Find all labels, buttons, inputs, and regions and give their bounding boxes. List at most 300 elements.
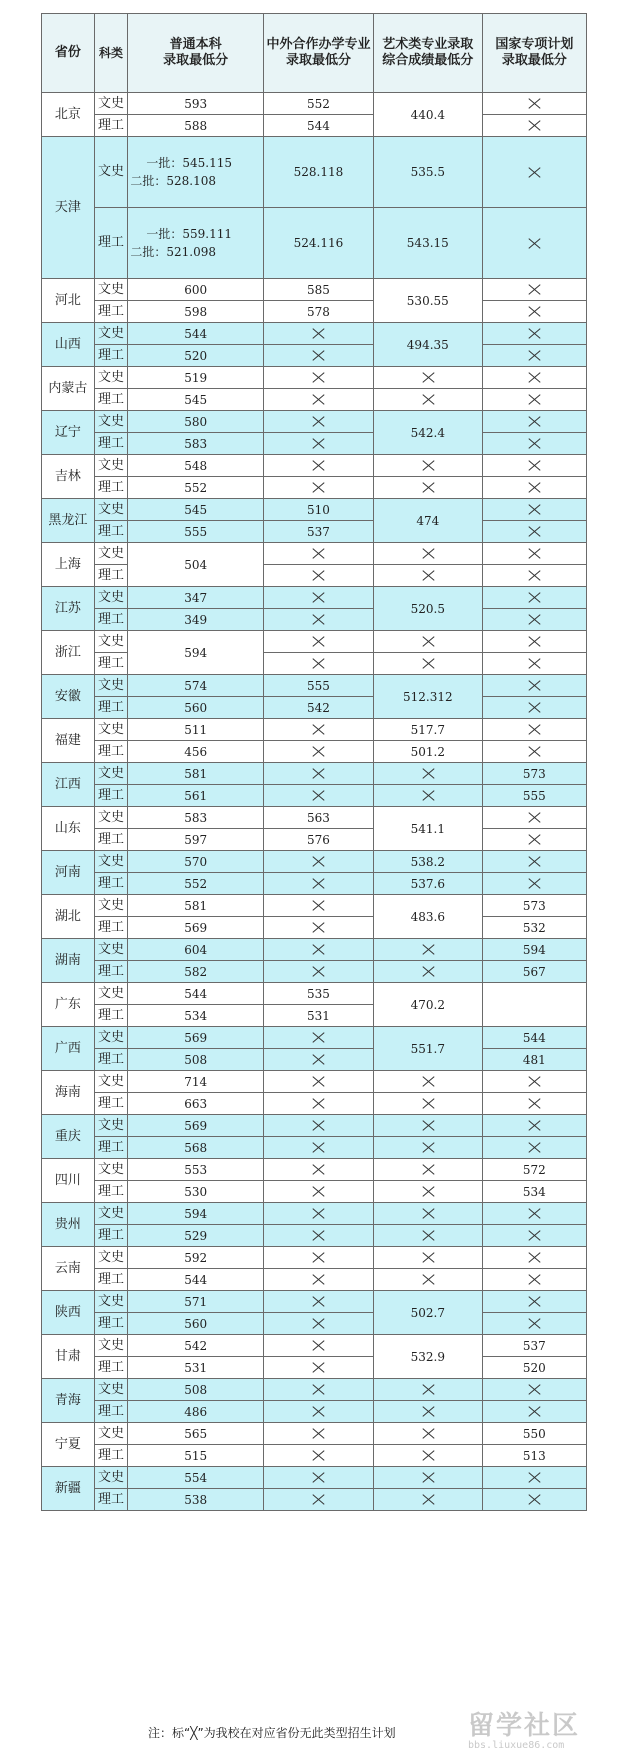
national-score-cell: 573 bbox=[482, 763, 586, 785]
not-offered-mark-icon bbox=[311, 1362, 325, 1374]
not-offered-mark-icon bbox=[311, 328, 325, 340]
not-offered-mark-icon bbox=[527, 167, 541, 179]
province-cell: 内蒙古 bbox=[42, 367, 95, 411]
national-score-cell bbox=[482, 631, 586, 653]
coop-score-cell: 524.116 bbox=[264, 208, 374, 279]
table-row bbox=[42, 1203, 587, 1225]
table-row bbox=[42, 455, 587, 477]
national-score-cell bbox=[482, 873, 586, 895]
not-offered-mark-icon bbox=[527, 1208, 541, 1220]
table-row bbox=[42, 763, 587, 785]
category-cell: 文史 bbox=[94, 719, 128, 741]
not-offered-mark-icon bbox=[527, 238, 541, 250]
regular-score-cell: 593 bbox=[128, 93, 264, 115]
not-offered-mark-icon bbox=[421, 944, 435, 956]
regular-score-cell: 560 bbox=[128, 697, 264, 719]
not-offered-mark-icon bbox=[311, 438, 325, 450]
not-offered-mark-icon bbox=[311, 768, 325, 780]
not-offered-mark-icon bbox=[421, 372, 435, 384]
art-score-cell: 530.55 bbox=[373, 279, 482, 323]
not-offered-mark-icon bbox=[527, 98, 541, 110]
regular-score-cell: 568 bbox=[128, 1137, 264, 1159]
not-offered-mark-icon bbox=[527, 1252, 541, 1264]
regular-score-cell: 571 bbox=[128, 1291, 264, 1313]
first-batch-score: 559.111 bbox=[182, 227, 232, 241]
category-cell: 文史 bbox=[94, 1291, 128, 1313]
national-score-cell bbox=[482, 609, 586, 631]
national-score-cell bbox=[482, 829, 586, 851]
national-score-cell bbox=[482, 1115, 586, 1137]
not-offered-mark-icon bbox=[421, 570, 435, 582]
not-offered-mark-icon bbox=[421, 1208, 435, 1220]
province-cell: 浙江 bbox=[42, 631, 95, 675]
table-row bbox=[42, 1335, 587, 1357]
art-score-cell bbox=[373, 543, 482, 565]
regular-score-cell: 663 bbox=[128, 1093, 264, 1115]
art-score-cell bbox=[373, 785, 482, 807]
regular-score-cell: 544 bbox=[128, 983, 264, 1005]
table-row bbox=[42, 851, 587, 873]
not-offered-mark-icon bbox=[311, 1384, 325, 1396]
national-score-cell bbox=[482, 653, 586, 675]
not-offered-mark-icon bbox=[311, 1076, 325, 1088]
national-score-cell: 520 bbox=[482, 1357, 586, 1379]
coop-score-cell bbox=[264, 565, 374, 587]
category-cell: 理工 bbox=[94, 115, 128, 137]
art-score-cell: 494.35 bbox=[373, 323, 482, 367]
not-offered-mark-icon bbox=[421, 1142, 435, 1154]
coop-score-cell bbox=[264, 1489, 374, 1511]
table-row bbox=[42, 961, 587, 983]
table-row bbox=[42, 1313, 587, 1335]
not-offered-mark-icon bbox=[527, 746, 541, 758]
table-body bbox=[42, 14, 587, 1511]
not-offered-mark-icon bbox=[421, 790, 435, 802]
regular-score-cell: 520 bbox=[128, 345, 264, 367]
national-score-cell: 567 bbox=[482, 961, 586, 983]
coop-score-cell bbox=[264, 345, 374, 367]
table-row bbox=[42, 609, 587, 631]
national-score-cell bbox=[482, 1203, 586, 1225]
coop-score-cell bbox=[264, 895, 374, 917]
category-cell: 理工 bbox=[94, 785, 128, 807]
national-score-cell bbox=[482, 208, 586, 279]
category-cell: 文史 bbox=[94, 1247, 128, 1269]
art-score-cell bbox=[373, 1467, 482, 1489]
first-batch-label: 一批： bbox=[146, 227, 183, 241]
not-offered-mark-icon bbox=[421, 658, 435, 670]
art-score-cell bbox=[373, 1071, 482, 1093]
not-offered-mark-icon bbox=[527, 1494, 541, 1506]
not-offered-mark-icon bbox=[527, 482, 541, 494]
province-cell: 上海 bbox=[42, 543, 95, 587]
table-row bbox=[42, 1489, 587, 1511]
coop-score-cell bbox=[264, 477, 374, 499]
province-cell: 福建 bbox=[42, 719, 95, 763]
not-offered-mark-icon bbox=[527, 548, 541, 560]
coop-score-cell bbox=[264, 741, 374, 763]
province-cell: 四川 bbox=[42, 1159, 95, 1203]
province-cell: 新疆 bbox=[42, 1467, 95, 1511]
category-cell: 理工 bbox=[94, 521, 128, 543]
header-regular: 普通本科 录取最低分 bbox=[128, 14, 264, 93]
not-offered-mark-icon bbox=[421, 636, 435, 648]
category-cell: 文史 bbox=[94, 455, 128, 477]
category-cell: 文史 bbox=[94, 93, 128, 115]
province-cell: 江西 bbox=[42, 763, 95, 807]
table-row bbox=[42, 1423, 587, 1445]
coop-score-cell bbox=[264, 1401, 374, 1423]
not-offered-mark-icon bbox=[311, 592, 325, 604]
regular-score-cell: 515 bbox=[128, 1445, 264, 1467]
not-offered-mark-icon bbox=[527, 878, 541, 890]
coop-score-cell bbox=[264, 411, 374, 433]
coop-score-cell: 552 bbox=[264, 93, 374, 115]
art-score-cell bbox=[373, 389, 482, 411]
regular-score-cell: 581 bbox=[128, 895, 264, 917]
table-row bbox=[42, 1291, 587, 1313]
art-score-cell: 543.15 bbox=[373, 208, 482, 279]
not-offered-mark-icon bbox=[421, 482, 435, 494]
coop-score-cell: 555 bbox=[264, 675, 374, 697]
national-score-cell bbox=[482, 565, 586, 587]
not-offered-mark-icon bbox=[421, 1120, 435, 1132]
not-offered-mark-icon bbox=[527, 328, 541, 340]
table-row bbox=[42, 323, 587, 345]
admission-score-table-container bbox=[41, 13, 587, 1511]
province-cell: 天津 bbox=[42, 137, 95, 279]
coop-score-cell: 528.118 bbox=[264, 137, 374, 208]
art-score-cell: 538.2 bbox=[373, 851, 482, 873]
not-offered-mark-icon bbox=[311, 724, 325, 736]
regular-score-cell: 574 bbox=[128, 675, 264, 697]
category-cell: 理工 bbox=[94, 565, 128, 587]
regular-score-cell: 530 bbox=[128, 1181, 264, 1203]
not-offered-mark-icon bbox=[421, 1186, 435, 1198]
table-row bbox=[42, 389, 587, 411]
art-score-cell bbox=[373, 455, 482, 477]
not-offered-mark-icon bbox=[311, 922, 325, 934]
art-score-cell bbox=[373, 939, 482, 961]
national-score-cell bbox=[482, 301, 586, 323]
category-cell: 文史 bbox=[94, 983, 128, 1005]
not-offered-mark-icon bbox=[311, 1142, 325, 1154]
first-batch-label: 一批： bbox=[146, 156, 183, 170]
not-offered-mark-icon bbox=[527, 394, 541, 406]
national-score-cell bbox=[482, 1401, 586, 1423]
regular-score-cell: 529 bbox=[128, 1225, 264, 1247]
category-cell: 文史 bbox=[94, 1159, 128, 1181]
national-score-cell: 537 bbox=[482, 1335, 586, 1357]
coop-score-cell bbox=[264, 1027, 374, 1049]
not-offered-mark-icon bbox=[311, 1230, 325, 1242]
second-batch-label: 二批： bbox=[130, 245, 167, 259]
not-offered-mark-icon bbox=[311, 1296, 325, 1308]
second-batch-line bbox=[128, 243, 263, 261]
not-offered-mark-icon bbox=[421, 1230, 435, 1242]
not-offered-mark-icon bbox=[527, 372, 541, 384]
art-score-cell bbox=[373, 1225, 482, 1247]
table-row bbox=[42, 301, 587, 323]
category-cell: 理工 bbox=[94, 1181, 128, 1203]
not-offered-mark-icon bbox=[311, 460, 325, 472]
category-cell: 文史 bbox=[94, 587, 128, 609]
national-score-cell bbox=[482, 1137, 586, 1159]
not-offered-mark-icon bbox=[311, 1472, 325, 1484]
province-cell: 安徽 bbox=[42, 675, 95, 719]
national-score-cell bbox=[482, 1379, 586, 1401]
not-offered-mark-icon bbox=[311, 372, 325, 384]
not-offered-mark-icon bbox=[527, 834, 541, 846]
regular-score-cell: 569 bbox=[128, 1027, 264, 1049]
category-cell: 理工 bbox=[94, 1313, 128, 1335]
national-score-cell: 481 bbox=[482, 1049, 586, 1071]
not-offered-mark-icon bbox=[527, 284, 541, 296]
not-offered-mark-icon bbox=[527, 1120, 541, 1132]
not-offered-mark-icon bbox=[421, 1274, 435, 1286]
category-cell: 文史 bbox=[94, 1379, 128, 1401]
national-score-cell bbox=[482, 807, 586, 829]
province-cell: 湖北 bbox=[42, 895, 95, 939]
not-offered-mark-icon bbox=[311, 1494, 325, 1506]
watermark-title: 留学社区 bbox=[468, 1711, 581, 1741]
national-score-cell bbox=[482, 279, 586, 301]
category-cell: 文史 bbox=[94, 1071, 128, 1093]
national-score-cell: 513 bbox=[482, 1445, 586, 1467]
regular-score-cell: 486 bbox=[128, 1401, 264, 1423]
province-cell: 山西 bbox=[42, 323, 95, 367]
category-cell: 文史 bbox=[94, 939, 128, 961]
art-score-cell: 470.2 bbox=[373, 983, 482, 1027]
not-offered-mark-icon bbox=[527, 306, 541, 318]
category-cell: 理工 bbox=[94, 1005, 128, 1027]
first-batch-score: 545.115 bbox=[182, 156, 232, 170]
coop-score-cell: 510 bbox=[264, 499, 374, 521]
coop-score-cell bbox=[264, 1445, 374, 1467]
coop-score-cell bbox=[264, 1269, 374, 1291]
not-offered-mark-icon bbox=[421, 1472, 435, 1484]
category-cell: 文史 bbox=[94, 323, 128, 345]
coop-score-cell bbox=[264, 1313, 374, 1335]
not-offered-mark-icon bbox=[311, 1450, 325, 1462]
coop-score-cell bbox=[264, 653, 374, 675]
regular-score-cell: 552 bbox=[128, 873, 264, 895]
category-cell: 理工 bbox=[94, 1225, 128, 1247]
table-row bbox=[42, 367, 587, 389]
category-cell: 理工 bbox=[94, 345, 128, 367]
coop-score-cell bbox=[264, 631, 374, 653]
not-offered-mark-icon bbox=[421, 1384, 435, 1396]
not-offered-mark-icon bbox=[311, 1164, 325, 1176]
regular-score-cell: 504 bbox=[128, 543, 264, 587]
category-cell: 文史 bbox=[94, 895, 128, 917]
category-cell: 理工 bbox=[94, 1137, 128, 1159]
art-score-cell bbox=[373, 653, 482, 675]
table-row bbox=[42, 785, 587, 807]
table-row bbox=[42, 1225, 587, 1247]
not-offered-mark-icon bbox=[527, 1472, 541, 1484]
not-offered-mark-icon bbox=[311, 900, 325, 912]
national-score-cell: 594 bbox=[482, 939, 586, 961]
coop-score-cell: 544 bbox=[264, 115, 374, 137]
table-row bbox=[42, 741, 587, 763]
category-cell: 理工 bbox=[94, 1049, 128, 1071]
coop-score-cell bbox=[264, 1159, 374, 1181]
coop-score-cell bbox=[264, 433, 374, 455]
regular-score-cell bbox=[128, 208, 264, 279]
category-cell: 文史 bbox=[94, 1423, 128, 1445]
second-batch-score: 521.098 bbox=[166, 245, 216, 259]
not-offered-mark-icon bbox=[527, 702, 541, 714]
not-offered-mark-icon bbox=[527, 614, 541, 626]
coop-score-cell bbox=[264, 719, 374, 741]
regular-score-cell: 555 bbox=[128, 521, 264, 543]
not-offered-mark-icon bbox=[311, 746, 325, 758]
table-row bbox=[42, 1115, 587, 1137]
province-cell: 青海 bbox=[42, 1379, 95, 1423]
national-score-cell bbox=[482, 115, 586, 137]
second-batch-line bbox=[128, 172, 263, 190]
header-row bbox=[42, 14, 587, 93]
not-offered-mark-icon bbox=[527, 438, 541, 450]
regular-score-cell: 597 bbox=[128, 829, 264, 851]
art-score-cell bbox=[373, 1379, 482, 1401]
regular-score-cell: 569 bbox=[128, 917, 264, 939]
art-score-cell: 474 bbox=[373, 499, 482, 543]
art-score-cell: 520.5 bbox=[373, 587, 482, 631]
not-offered-mark-icon bbox=[527, 1406, 541, 1418]
national-score-cell: 555 bbox=[482, 785, 586, 807]
table-row bbox=[42, 1247, 587, 1269]
table-row bbox=[42, 1467, 587, 1489]
not-offered-mark-icon bbox=[421, 1076, 435, 1088]
regular-score-cell: 545 bbox=[128, 389, 264, 411]
regular-score-cell: 456 bbox=[128, 741, 264, 763]
table-row bbox=[42, 1159, 587, 1181]
table-row bbox=[42, 807, 587, 829]
category-cell: 文史 bbox=[94, 543, 128, 565]
table-row bbox=[42, 477, 587, 499]
category-cell: 理工 bbox=[94, 829, 128, 851]
table-row bbox=[42, 543, 587, 565]
regular-score-cell: 583 bbox=[128, 433, 264, 455]
national-score-cell bbox=[482, 719, 586, 741]
province-cell: 河南 bbox=[42, 851, 95, 895]
category-cell: 文史 bbox=[94, 1115, 128, 1137]
table-row bbox=[42, 565, 587, 587]
category-cell: 文史 bbox=[94, 675, 128, 697]
province-cell: 辽宁 bbox=[42, 411, 95, 455]
national-score-cell: 573 bbox=[482, 895, 586, 917]
art-score-cell: 440.4 bbox=[373, 93, 482, 137]
header-coop: 中外合作办学专业 录取最低分 bbox=[264, 14, 374, 93]
table-row bbox=[42, 631, 587, 653]
province-cell: 北京 bbox=[42, 93, 95, 137]
coop-score-cell: 535 bbox=[264, 983, 374, 1005]
coop-score-cell: 563 bbox=[264, 807, 374, 829]
art-score-cell bbox=[373, 1159, 482, 1181]
not-offered-mark-icon bbox=[421, 394, 435, 406]
coop-score-cell bbox=[264, 1335, 374, 1357]
art-score-cell: 483.6 bbox=[373, 895, 482, 939]
not-offered-mark-icon bbox=[527, 1318, 541, 1330]
art-score-cell bbox=[373, 1401, 482, 1423]
coop-score-cell bbox=[264, 455, 374, 477]
regular-score-cell: 542 bbox=[128, 1335, 264, 1357]
category-cell: 文史 bbox=[94, 279, 128, 301]
province-cell: 广西 bbox=[42, 1027, 95, 1071]
regular-score-cell: 580 bbox=[128, 411, 264, 433]
coop-score-cell bbox=[264, 1225, 374, 1247]
province-cell: 吉林 bbox=[42, 455, 95, 499]
category-cell: 文史 bbox=[94, 1027, 128, 1049]
category-cell: 文史 bbox=[94, 411, 128, 433]
national-score-cell bbox=[482, 411, 586, 433]
category-cell: 理工 bbox=[94, 609, 128, 631]
national-score-cell: 534 bbox=[482, 1181, 586, 1203]
not-offered-mark-icon bbox=[527, 460, 541, 472]
coop-score-cell bbox=[264, 873, 374, 895]
art-score-cell bbox=[373, 1115, 482, 1137]
table-row bbox=[42, 521, 587, 543]
not-offered-mark-icon bbox=[311, 1428, 325, 1440]
not-offered-mark-icon bbox=[311, 350, 325, 362]
national-score-cell: 572 bbox=[482, 1159, 586, 1181]
national-score-cell bbox=[482, 851, 586, 873]
not-offered-mark-icon bbox=[311, 1098, 325, 1110]
regular-score-cell: 583 bbox=[128, 807, 264, 829]
national-score-cell: 550 bbox=[482, 1423, 586, 1445]
province-cell: 贵州 bbox=[42, 1203, 95, 1247]
coop-score-cell bbox=[264, 1049, 374, 1071]
national-score-cell bbox=[482, 1467, 586, 1489]
coop-score-cell: 576 bbox=[264, 829, 374, 851]
coop-score-cell bbox=[264, 763, 374, 785]
national-score-cell bbox=[482, 477, 586, 499]
national-score-cell bbox=[482, 1071, 586, 1093]
header-province: 省份 bbox=[42, 14, 95, 93]
not-offered-mark-icon bbox=[421, 1164, 435, 1176]
not-offered-mark-icon bbox=[527, 680, 541, 692]
regular-score-cell: 508 bbox=[128, 1049, 264, 1071]
coop-score-cell bbox=[264, 1137, 374, 1159]
art-score-cell bbox=[373, 1269, 482, 1291]
national-score-cell bbox=[482, 587, 586, 609]
table-row bbox=[42, 345, 587, 367]
table-row bbox=[42, 1093, 587, 1115]
coop-score-cell bbox=[264, 1093, 374, 1115]
not-offered-mark-icon bbox=[527, 658, 541, 670]
national-score-cell bbox=[482, 1247, 586, 1269]
table-row bbox=[42, 1379, 587, 1401]
not-offered-mark-icon bbox=[311, 878, 325, 890]
art-score-cell bbox=[373, 1181, 482, 1203]
art-score-cell bbox=[373, 367, 482, 389]
table-row bbox=[42, 1027, 587, 1049]
not-offered-mark-icon bbox=[527, 1098, 541, 1110]
not-offered-mark-icon bbox=[527, 416, 541, 428]
regular-score-cell: 581 bbox=[128, 763, 264, 785]
regular-score-cell: 553 bbox=[128, 1159, 264, 1181]
second-batch-label: 二批： bbox=[130, 174, 167, 188]
table-row bbox=[42, 1269, 587, 1291]
not-offered-mark-icon bbox=[527, 856, 541, 868]
header-national: 国家专项计划 录取最低分 bbox=[482, 14, 586, 93]
table-row bbox=[42, 1181, 587, 1203]
regular-score-cell: 554 bbox=[128, 1467, 264, 1489]
not-offered-mark-icon bbox=[527, 724, 541, 736]
coop-score-cell bbox=[264, 609, 374, 631]
